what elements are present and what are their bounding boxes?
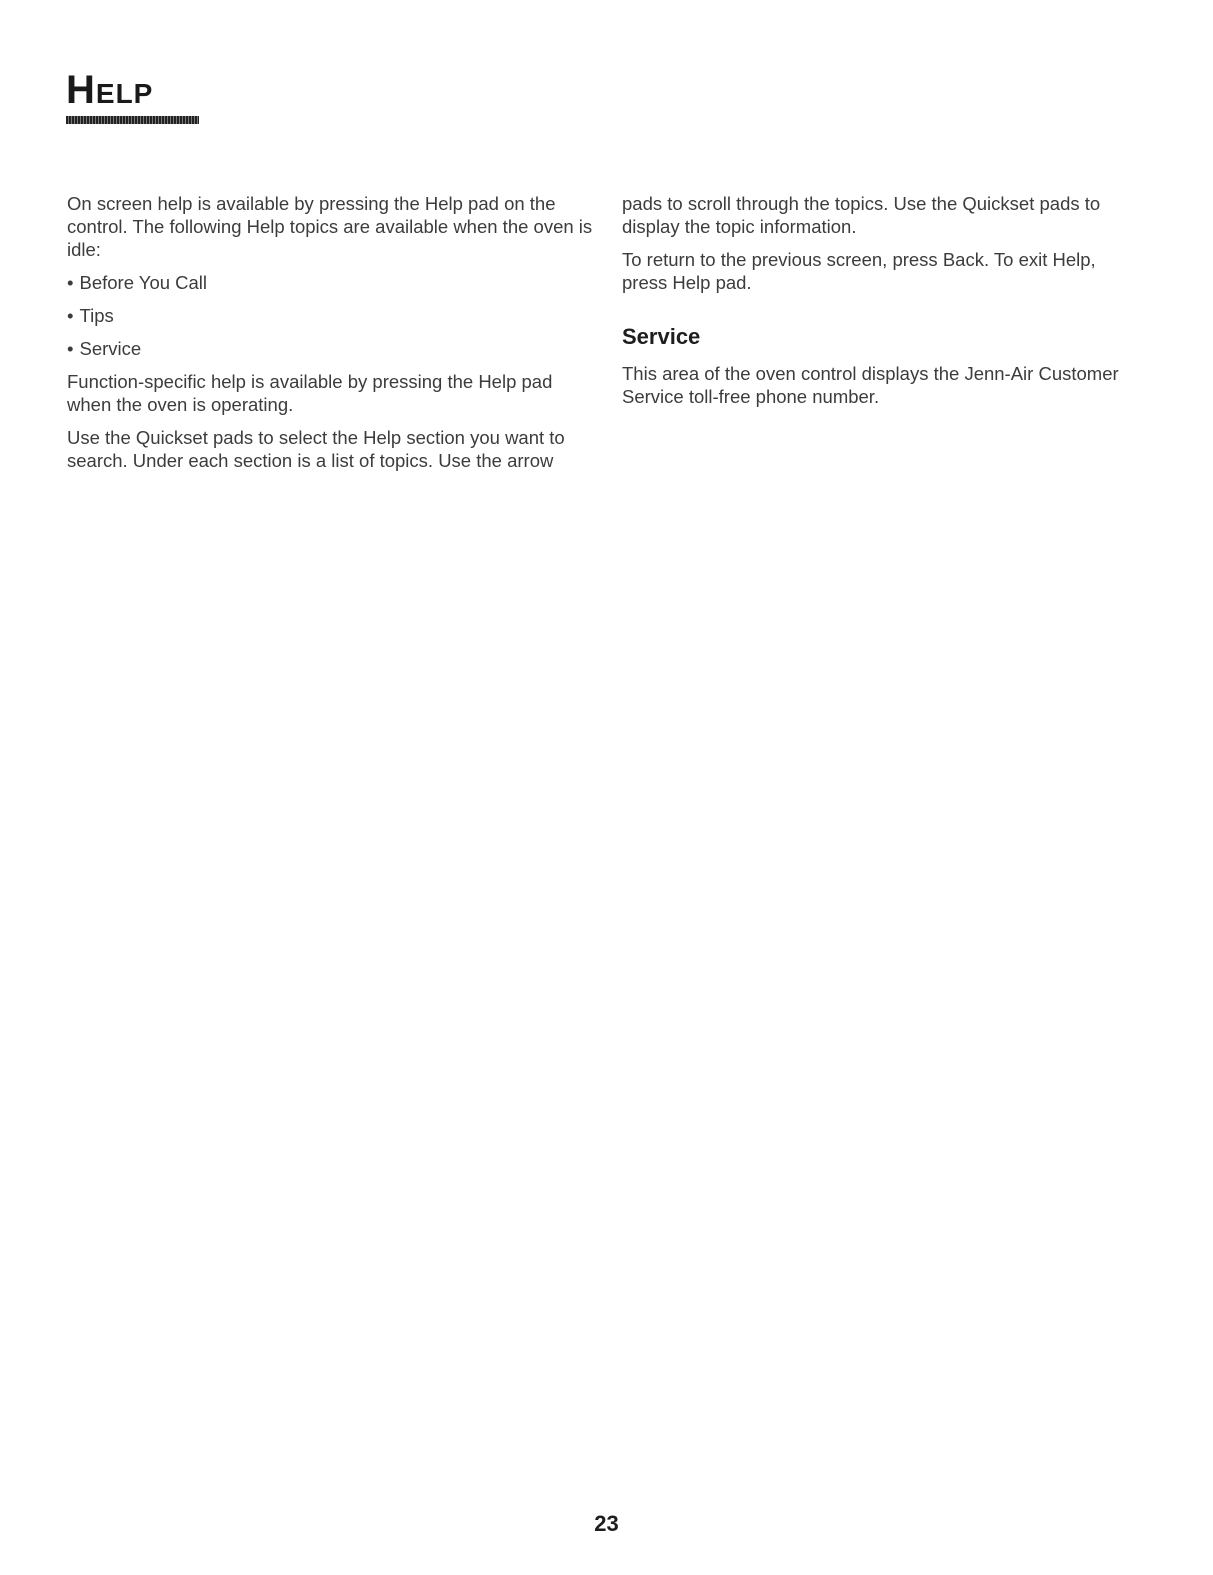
- intro-paragraph: On screen help is available by pressing the Help pad on the control. The following Help topics are available when the oven is idle:: [67, 193, 593, 260]
- left-column: [67, 192, 597, 482]
- quickset-paragraph: Use the Quickset pads to select the Help section you want to search. Under each section is a list of topics. Use the arrow: [67, 427, 565, 471]
- title-underline: [66, 116, 199, 124]
- service-paragraph: This area of the oven control displays the Jenn-Air Customer Service toll-free phone number.: [622, 363, 1119, 407]
- topic-tips: • Tips: [67, 304, 597, 327]
- service-heading: Service: [622, 324, 701, 349]
- help-topics-list: [67, 271, 597, 360]
- topic-before-you-call: • Before You Call: [67, 271, 597, 294]
- page-number: 23: [594, 1511, 619, 1536]
- page-header: [66, 70, 199, 124]
- right-column: [622, 192, 1142, 418]
- topic-service: • Service: [67, 337, 597, 360]
- continuation-paragraph: pads to scroll through the topics. Use the Quickset pads to display the topic information.: [622, 193, 1101, 237]
- return-paragraph: To return to the previous screen, press Back. To exit Help, press Help pad.: [622, 249, 1096, 293]
- function-help-paragraph: Function-specific help is available by pressing the Help pad when the oven is operating.: [67, 371, 553, 415]
- page-title: Help: [66, 68, 154, 112]
